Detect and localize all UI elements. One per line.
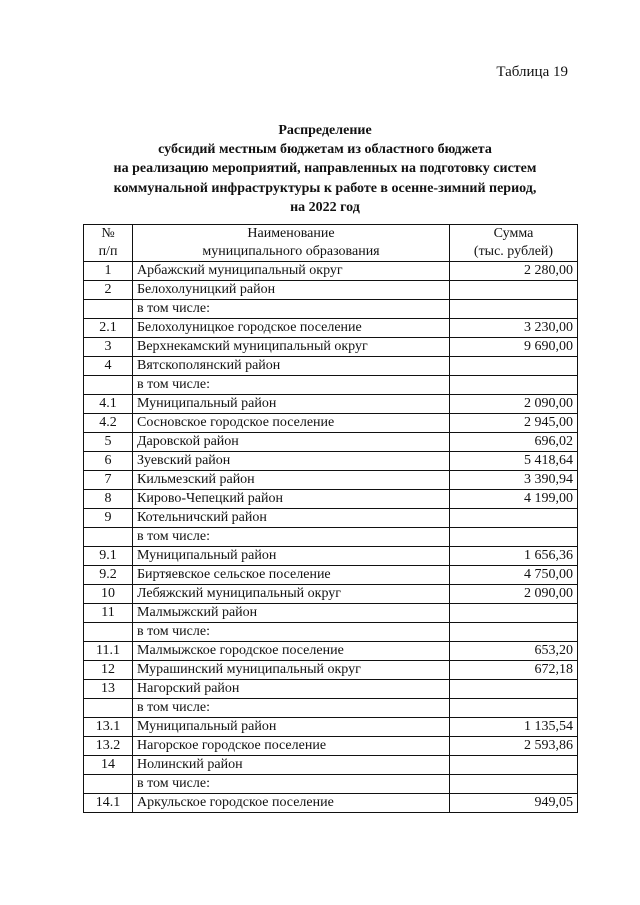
- cell-number: 9: [84, 509, 133, 528]
- cell-name: Верхнекамский муниципальный округ: [133, 338, 450, 357]
- cell-number: 14.1: [84, 794, 133, 813]
- cell-number: 11: [84, 604, 133, 623]
- cell-name: в том числе:: [133, 528, 450, 547]
- header-line: п/п: [98, 244, 118, 259]
- cell-number: 10: [84, 585, 133, 604]
- cell-number: [84, 623, 133, 642]
- column-header-sum: [450, 225, 578, 262]
- cell-number: 3: [84, 338, 133, 357]
- column-header-number: [84, 225, 133, 262]
- cell-sum: [450, 376, 578, 395]
- cell-number: 7: [84, 471, 133, 490]
- table-row: [84, 376, 578, 395]
- cell-name: Муниципальный район: [133, 395, 450, 414]
- table-row: [84, 490, 578, 509]
- cell-sum: 696,02: [450, 433, 578, 452]
- cell-sum: [450, 509, 578, 528]
- cell-sum: 653,20: [450, 642, 578, 661]
- cell-number: 1: [84, 262, 133, 281]
- table-row: [84, 509, 578, 528]
- cell-sum: 5 418,64: [450, 452, 578, 471]
- table-row: [84, 452, 578, 471]
- cell-number: [84, 699, 133, 718]
- cell-name: в том числе:: [133, 300, 450, 319]
- header-line: Сумма: [493, 226, 534, 241]
- table-row: [84, 737, 578, 756]
- cell-number: 13.2: [84, 737, 133, 756]
- cell-sum: 1 135,54: [450, 718, 578, 737]
- table-row: [84, 566, 578, 585]
- cell-sum: [450, 281, 578, 300]
- table-row: [84, 756, 578, 775]
- cell-number: 14: [84, 756, 133, 775]
- table-row: [84, 395, 578, 414]
- cell-number: [84, 775, 133, 794]
- cell-sum: 4 199,00: [450, 490, 578, 509]
- cell-sum: [450, 604, 578, 623]
- cell-name: в том числе:: [133, 775, 450, 794]
- cell-sum: [450, 699, 578, 718]
- cell-sum: 2 945,00: [450, 414, 578, 433]
- table-row: [84, 528, 578, 547]
- cell-sum: [450, 680, 578, 699]
- header-line: Наименование: [247, 226, 335, 241]
- subsidy-table: [83, 224, 578, 813]
- cell-name: Нагорский район: [133, 680, 450, 699]
- cell-sum: 949,05: [450, 794, 578, 813]
- cell-name: в том числе:: [133, 623, 450, 642]
- cell-name: Сосновское городское поселение: [133, 414, 450, 433]
- cell-name: Муниципальный район: [133, 547, 450, 566]
- table-row: [84, 604, 578, 623]
- cell-number: 4.2: [84, 414, 133, 433]
- heading-line: на реализацию мероприятий, направленных на подготовку систем: [113, 161, 537, 177]
- cell-name: Муниципальный район: [133, 718, 450, 737]
- cell-name: Даровской район: [133, 433, 450, 452]
- header-line: муниципального образования: [202, 244, 380, 259]
- cell-name: Аркульское городское поселение: [133, 794, 450, 813]
- table-row: [84, 680, 578, 699]
- cell-name: Малмыжское городское поселение: [133, 642, 450, 661]
- cell-number: 8: [84, 490, 133, 509]
- cell-sum: 2 593,86: [450, 737, 578, 756]
- table-row: [84, 585, 578, 604]
- cell-number: [84, 300, 133, 319]
- cell-name: в том числе:: [133, 376, 450, 395]
- table-row: [84, 319, 578, 338]
- cell-number: 11.1: [84, 642, 133, 661]
- document-heading: [80, 121, 570, 217]
- cell-number: 5: [84, 433, 133, 452]
- cell-sum: 4 750,00: [450, 566, 578, 585]
- cell-number: 4: [84, 357, 133, 376]
- cell-sum: 2 090,00: [450, 585, 578, 604]
- cell-sum: [450, 300, 578, 319]
- cell-sum: [450, 775, 578, 794]
- table-header-row: [84, 225, 578, 262]
- heading-line: на 2022 год: [290, 199, 360, 215]
- cell-sum: [450, 756, 578, 775]
- cell-number: 6: [84, 452, 133, 471]
- cell-name: в том числе:: [133, 699, 450, 718]
- cell-name: Арбажский муниципальный округ: [133, 262, 450, 281]
- heading-line: Распределение: [278, 123, 372, 138]
- cell-number: 9.2: [84, 566, 133, 585]
- cell-sum: [450, 528, 578, 547]
- table-row: [84, 547, 578, 566]
- cell-name: Зуевский район: [133, 452, 450, 471]
- cell-name: Лебяжский муниципальный округ: [133, 585, 450, 604]
- cell-name: Белохолуницкий район: [133, 281, 450, 300]
- cell-number: 2.1: [84, 319, 133, 338]
- cell-name: Вятскополянский район: [133, 357, 450, 376]
- cell-number: 12: [84, 661, 133, 680]
- cell-number: [84, 376, 133, 395]
- cell-name: Мурашинский муниципальный округ: [133, 661, 450, 680]
- header-line: (тыс. рублей): [473, 244, 554, 259]
- table-row: [84, 262, 578, 281]
- cell-sum: [450, 623, 578, 642]
- table-number-label: Таблица 19: [496, 64, 568, 80]
- cell-sum: 2 280,00: [450, 262, 578, 281]
- cell-name: Кильмезский район: [133, 471, 450, 490]
- table-row: [84, 414, 578, 433]
- cell-name: Белохолуницкое городское поселение: [133, 319, 450, 338]
- cell-sum: 3 230,00: [450, 319, 578, 338]
- table-row: [84, 642, 578, 661]
- table-row: [84, 775, 578, 794]
- cell-number: 4.1: [84, 395, 133, 414]
- cell-name: Котельничский район: [133, 509, 450, 528]
- cell-sum: 3 390,94: [450, 471, 578, 490]
- cell-sum: [450, 357, 578, 376]
- cell-name: Малмыжский район: [133, 604, 450, 623]
- table-row: [84, 623, 578, 642]
- cell-name: Нагорское городское поселение: [133, 737, 450, 756]
- header-line: №: [101, 226, 115, 241]
- cell-sum: 1 656,36: [450, 547, 578, 566]
- table-body: [84, 262, 578, 813]
- heading-line: коммунальной инфраструктуры к работе в осенне-зимний период,: [113, 180, 537, 196]
- table-row: [84, 281, 578, 300]
- cell-number: 9.1: [84, 547, 133, 566]
- table-row: [84, 661, 578, 680]
- table-row: [84, 357, 578, 376]
- heading-line: субсидий местным бюджетам из областного бюджета: [158, 142, 492, 158]
- column-header-name: [133, 225, 450, 262]
- cell-name: Кирово-Чепецкий район: [133, 490, 450, 509]
- cell-sum: 2 090,00: [450, 395, 578, 414]
- cell-number: 2: [84, 281, 133, 300]
- cell-number: [84, 528, 133, 547]
- table-row: [84, 794, 578, 813]
- table-row: [84, 338, 578, 357]
- cell-sum: 672,18: [450, 661, 578, 680]
- table-row: [84, 433, 578, 452]
- table-row: [84, 718, 578, 737]
- cell-name: Нолинский район: [133, 756, 450, 775]
- table-row: [84, 471, 578, 490]
- cell-number: 13.1: [84, 718, 133, 737]
- cell-name: Биртяевское сельское поселение: [133, 566, 450, 585]
- cell-number: 13: [84, 680, 133, 699]
- cell-sum: 9 690,00: [450, 338, 578, 357]
- table-row: [84, 699, 578, 718]
- table-row: [84, 300, 578, 319]
